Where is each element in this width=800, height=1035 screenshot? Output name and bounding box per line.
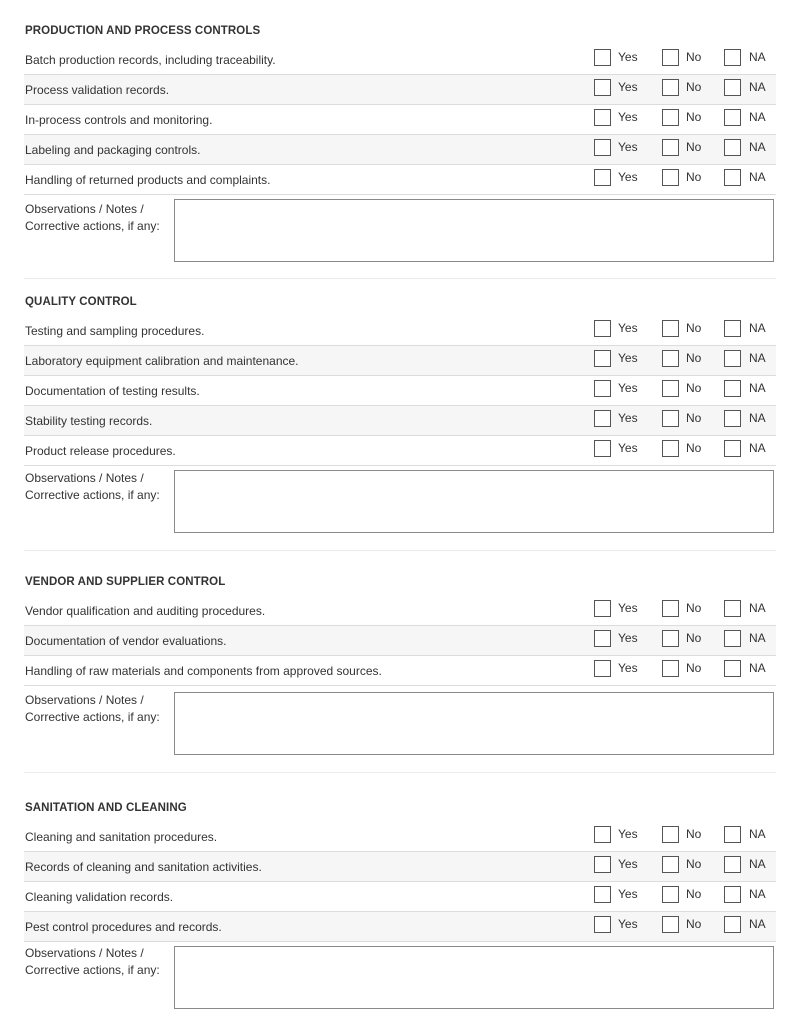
checklist-row: [24, 656, 776, 686]
row-label: Batch production records, including traceability.: [25, 53, 276, 67]
no-label: No: [686, 50, 702, 64]
na-checkbox[interactable]: [724, 169, 741, 186]
section-divider: [24, 278, 776, 279]
na-label: NA: [749, 441, 766, 455]
observations-label-line1: Observations / Notes /: [25, 202, 144, 216]
yes-label: Yes: [618, 170, 638, 184]
observations-textarea[interactable]: [174, 470, 774, 533]
yes-label: Yes: [618, 887, 638, 901]
no-checkbox[interactable]: [662, 660, 679, 677]
na-label: NA: [749, 321, 766, 335]
row-label: Laboratory equipment calibration and maintenance.: [25, 354, 299, 368]
na-checkbox[interactable]: [724, 139, 741, 156]
observations-label-line2: Corrective actions, if any:: [25, 963, 160, 977]
checklist-row: [24, 316, 776, 346]
na-checkbox[interactable]: [724, 600, 741, 617]
yes-label: Yes: [618, 140, 638, 154]
na-label: NA: [749, 170, 766, 184]
no-checkbox[interactable]: [662, 600, 679, 617]
na-checkbox[interactable]: [724, 380, 741, 397]
checklist-row: [24, 822, 776, 852]
yes-label: Yes: [618, 381, 638, 395]
yes-checkbox[interactable]: [594, 440, 611, 457]
observations-label-line2: Corrective actions, if any:: [25, 219, 160, 233]
section-divider: [24, 772, 776, 773]
no-label: No: [686, 80, 702, 94]
yes-checkbox[interactable]: [594, 916, 611, 933]
row-label: Documentation of testing results.: [25, 384, 200, 398]
na-checkbox[interactable]: [724, 856, 741, 873]
observations-label-line2: Corrective actions, if any:: [25, 488, 160, 502]
yes-checkbox[interactable]: [594, 320, 611, 337]
na-label: NA: [749, 601, 766, 615]
observations-label: [25, 201, 160, 235]
na-label: NA: [749, 50, 766, 64]
yes-label: Yes: [618, 601, 638, 615]
na-label: NA: [749, 827, 766, 841]
no-label: No: [686, 827, 702, 841]
row-label: Product release procedures.: [25, 444, 176, 458]
yes-label: Yes: [618, 80, 638, 94]
na-label: NA: [749, 857, 766, 871]
yes-label: Yes: [618, 110, 638, 124]
observations-label: [25, 470, 160, 504]
na-checkbox[interactable]: [724, 410, 741, 427]
yes-checkbox[interactable]: [594, 79, 611, 96]
checklist-row: [24, 346, 776, 376]
yes-label: Yes: [618, 321, 638, 335]
yes-label: Yes: [618, 351, 638, 365]
no-checkbox[interactable]: [662, 826, 679, 843]
section-title: PRODUCTION AND PROCESS CONTROLS: [25, 25, 261, 37]
checklist-row: [24, 165, 776, 195]
no-label: No: [686, 917, 702, 931]
row-label: Handling of raw materials and components from approved sources.: [25, 664, 382, 678]
observations-textarea[interactable]: [174, 946, 774, 1009]
no-checkbox[interactable]: [662, 320, 679, 337]
row-label: Handling of returned products and complaints.: [25, 173, 271, 187]
row-label: Vendor qualification and auditing procedures.: [25, 604, 266, 618]
row-label: Process validation records.: [25, 83, 170, 97]
na-label: NA: [749, 351, 766, 365]
no-label: No: [686, 441, 702, 455]
no-checkbox[interactable]: [662, 916, 679, 933]
no-label: No: [686, 857, 702, 871]
section-title: SANITATION AND CLEANING: [25, 802, 187, 814]
no-label: No: [686, 321, 702, 335]
yes-checkbox[interactable]: [594, 49, 611, 66]
yes-checkbox[interactable]: [594, 169, 611, 186]
yes-checkbox[interactable]: [594, 380, 611, 397]
yes-label: Yes: [618, 857, 638, 871]
no-checkbox[interactable]: [662, 630, 679, 647]
row-label: Cleaning validation records.: [25, 890, 174, 904]
na-label: NA: [749, 917, 766, 931]
no-label: No: [686, 140, 702, 154]
checklist-row: [24, 882, 776, 912]
checklist-row: [24, 852, 776, 882]
na-label: NA: [749, 80, 766, 94]
no-checkbox[interactable]: [662, 856, 679, 873]
checklist-row: [24, 912, 776, 942]
no-label: No: [686, 411, 702, 425]
row-label: Pest control procedures and records.: [25, 920, 222, 934]
no-label: No: [686, 631, 702, 645]
yes-label: Yes: [618, 411, 638, 425]
na-checkbox[interactable]: [724, 350, 741, 367]
yes-checkbox[interactable]: [594, 109, 611, 126]
checklist-row: [24, 376, 776, 406]
na-checkbox[interactable]: [724, 630, 741, 647]
observations-label-line2: Corrective actions, if any:: [25, 710, 160, 724]
section-title: VENDOR AND SUPPLIER CONTROL: [25, 576, 226, 588]
row-label: Stability testing records.: [25, 414, 153, 428]
yes-checkbox[interactable]: [594, 139, 611, 156]
observations-label: [25, 692, 160, 726]
yes-checkbox[interactable]: [594, 350, 611, 367]
row-label: In-process controls and monitoring.: [25, 113, 213, 127]
no-checkbox[interactable]: [662, 410, 679, 427]
no-label: No: [686, 887, 702, 901]
no-checkbox[interactable]: [662, 886, 679, 903]
na-checkbox[interactable]: [724, 826, 741, 843]
no-checkbox[interactable]: [662, 49, 679, 66]
yes-label: Yes: [618, 827, 638, 841]
no-label: No: [686, 170, 702, 184]
no-checkbox[interactable]: [662, 109, 679, 126]
yes-checkbox[interactable]: [594, 660, 611, 677]
no-checkbox[interactable]: [662, 169, 679, 186]
checklist-row: [24, 105, 776, 135]
yes-label: Yes: [618, 917, 638, 931]
observations-label-line1: Observations / Notes /: [25, 471, 144, 485]
yes-label: Yes: [618, 661, 638, 675]
na-checkbox[interactable]: [724, 440, 741, 457]
no-label: No: [686, 601, 702, 615]
no-checkbox[interactable]: [662, 79, 679, 96]
yes-checkbox[interactable]: [594, 886, 611, 903]
yes-label: Yes: [618, 50, 638, 64]
observations-textarea[interactable]: [174, 199, 774, 262]
yes-checkbox[interactable]: [594, 826, 611, 843]
na-checkbox[interactable]: [724, 886, 741, 903]
checklist-row: [24, 45, 776, 75]
observations-label-line1: Observations / Notes /: [25, 693, 144, 707]
na-label: NA: [749, 631, 766, 645]
section-title: QUALITY CONTROL: [25, 296, 137, 308]
no-label: No: [686, 661, 702, 675]
row-label: Testing and sampling procedures.: [25, 324, 205, 338]
na-checkbox[interactable]: [724, 49, 741, 66]
row-label: Cleaning and sanitation procedures.: [25, 830, 218, 844]
row-label: Labeling and packaging controls.: [25, 143, 201, 157]
observations-textarea[interactable]: [174, 692, 774, 755]
checklist-row: [24, 75, 776, 105]
na-label: NA: [749, 381, 766, 395]
yes-label: Yes: [618, 631, 638, 645]
checklist-row: [24, 406, 776, 436]
na-label: NA: [749, 661, 766, 675]
row-label: Records of cleaning and sanitation activities.: [25, 860, 262, 874]
checklist-row: [24, 626, 776, 656]
observations-label: [25, 945, 160, 979]
na-checkbox[interactable]: [724, 916, 741, 933]
na-label: NA: [749, 140, 766, 154]
yes-label: Yes: [618, 441, 638, 455]
no-checkbox[interactable]: [662, 139, 679, 156]
no-label: No: [686, 381, 702, 395]
yes-checkbox[interactable]: [594, 630, 611, 647]
section-divider: [24, 550, 776, 551]
checklist-row: [24, 596, 776, 626]
na-label: NA: [749, 887, 766, 901]
no-label: No: [686, 110, 702, 124]
no-checkbox[interactable]: [662, 350, 679, 367]
yes-checkbox[interactable]: [594, 410, 611, 427]
no-checkbox[interactable]: [662, 440, 679, 457]
checklist-row: [24, 436, 776, 466]
na-checkbox[interactable]: [724, 660, 741, 677]
checklist-row: [24, 135, 776, 165]
na-checkbox[interactable]: [724, 109, 741, 126]
row-label: Documentation of vendor evaluations.: [25, 634, 227, 648]
na-checkbox[interactable]: [724, 320, 741, 337]
na-label: NA: [749, 411, 766, 425]
no-label: No: [686, 351, 702, 365]
yes-checkbox[interactable]: [594, 856, 611, 873]
na-checkbox[interactable]: [724, 79, 741, 96]
yes-checkbox[interactable]: [594, 600, 611, 617]
no-checkbox[interactable]: [662, 380, 679, 397]
observations-label-line1: Observations / Notes /: [25, 946, 144, 960]
na-label: NA: [749, 110, 766, 124]
